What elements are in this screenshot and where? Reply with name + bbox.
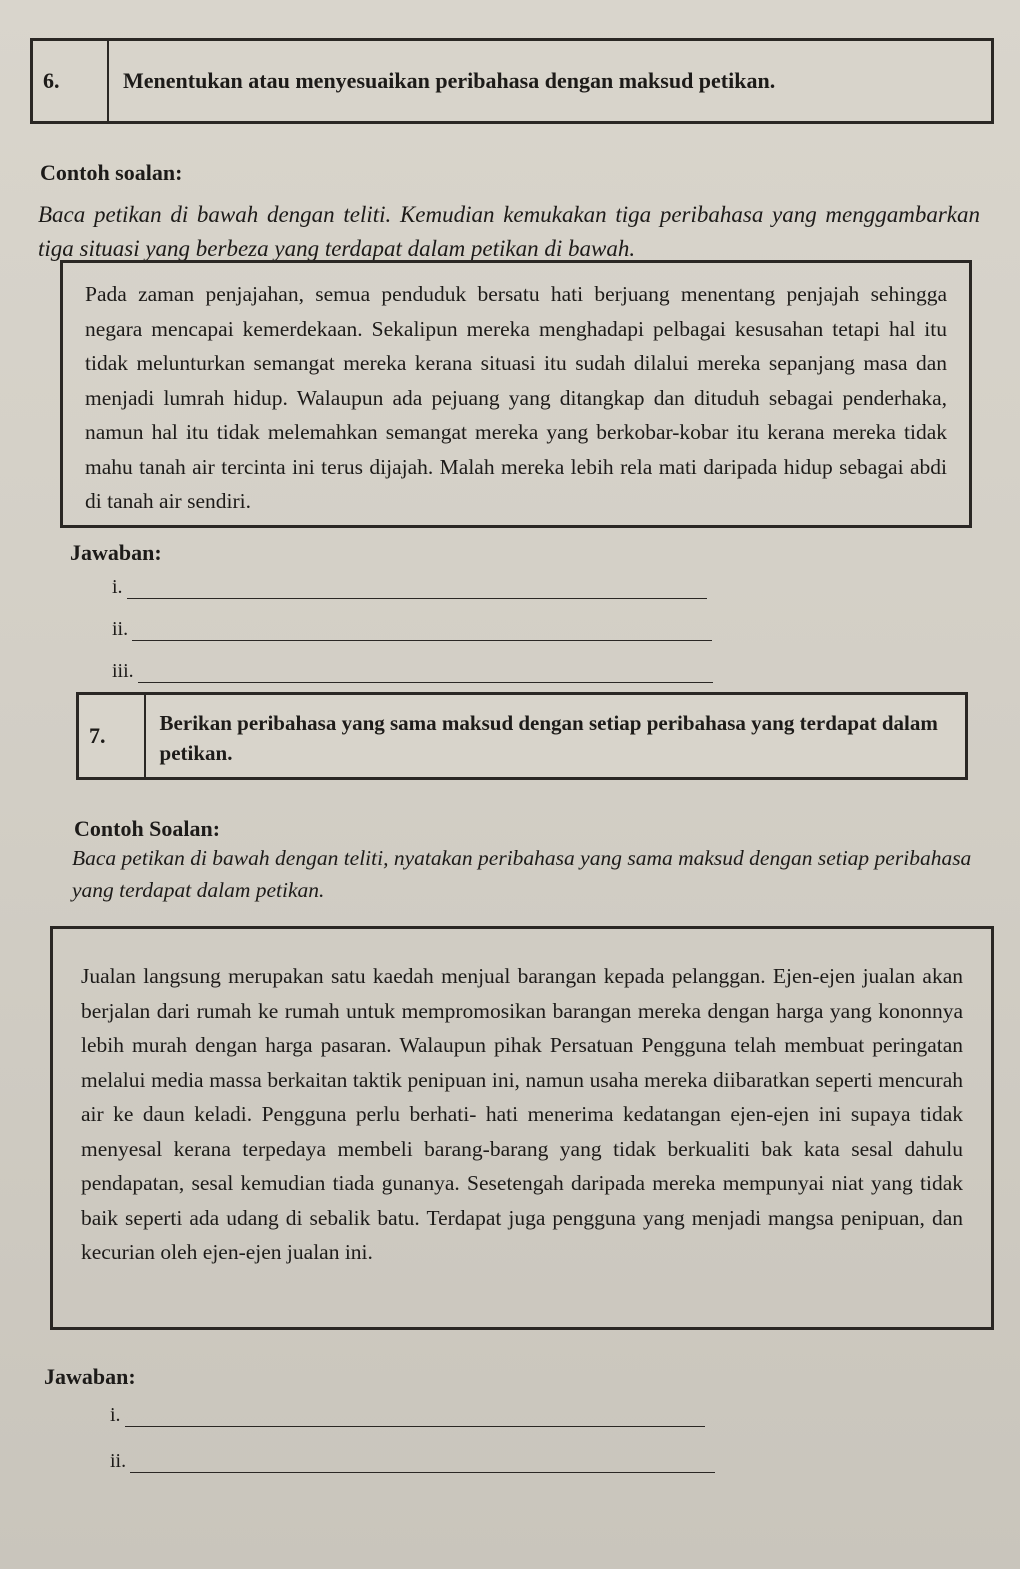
section-7-answer-line-1[interactable]	[110, 1404, 705, 1427]
answer-number: ii.	[110, 1450, 127, 1472]
answer-number: iii.	[112, 660, 134, 682]
section-6-instruction	[38, 170, 980, 266]
section-7-title: Berikan peribahasa yang sama maksud dengan setiap peribahasa yang terdapat dalam petikan.	[159, 711, 938, 765]
section-6-number: 6.	[33, 41, 109, 121]
section-7-example-label: Contoh Soalan:	[74, 816, 221, 841]
section-7-answer-label: Jawaban:	[44, 1364, 136, 1389]
answer-number: i.	[110, 1404, 121, 1426]
answer-number: ii.	[112, 618, 129, 640]
section-6-answer-line-3[interactable]	[112, 660, 713, 683]
section-7-instruction-text: Baca petikan di bawah dengan teliti, nyatakan peribahasa yang sama maksud dengan setiap peribahasa yang terdapat dalam petikan.	[72, 846, 972, 902]
answer-number: i.	[112, 576, 123, 598]
section-6-passage-box	[60, 260, 972, 528]
section-6-example-label: Contoh soalan:	[40, 160, 183, 185]
section-6-passage-text: Pada zaman penjajahan, semua penduduk bersatu hati berjuang menentang penjajah sehingga negara mencapai kemerdekaan. Sekalipun mereka menghadapi pelbagai kesusahan tetapi hal itu tidak melunturkan semangat mereka kerana situasi itu sudah dilalui mereka sepanjang masa dan menjadi lumrah hidup. Walaupun ada pejuang yang ditangkap dan dituduh sebagai penderhaka, namun hal itu tidak melemahkan semangat mereka yang berkobar-kobar itu kerana mereka tidak mahu tanah air tercinta ini terus dijajah. Malah mereka lebih rela mati daripada hidup sebagai abdi di tanah air sendiri.	[85, 282, 947, 513]
section-7-instruction	[72, 842, 972, 906]
section-6-title: Menentukan atau menyesuaikan peribahasa dengan maksud petikan.	[123, 68, 776, 93]
section-6-header	[30, 38, 994, 124]
section-7-passage-box	[50, 926, 994, 1330]
section-6-answer-line-2[interactable]	[112, 618, 712, 641]
section-7-answer-line-2[interactable]	[110, 1450, 715, 1473]
section-7-number: 7.	[79, 695, 146, 777]
section-6-answer-label: Jawaban:	[70, 540, 162, 565]
section-6-instruction-text: Baca petikan di bawah dengan teliti. Kemudian kemukakan tiga peribahasa yang menggambarkan tiga situasi yang berbeza yang terdapat dalam petikan di bawah.	[38, 202, 980, 261]
section-6-answer-line-1[interactable]	[112, 576, 707, 599]
section-7-header	[76, 692, 968, 780]
section-7-passage-text: Jualan langsung merupakan satu kaedah menjual barangan kepada pelanggan. Ejen-ejen jualan akan berjalan dari rumah ke rumah untuk mempromosikan barangan mereka dengan harga yang kononnya lebih murah dengan harga pasaran. Walaupun pihak Persatuan Pengguna telah membuat peringatan melalui media massa berkaitan taktik penipuan ini, namun usaha mereka diibaratkan seperti mencurah air ke daun keladi. Pengguna perlu berhati- hati menerima kedatangan ejen-ejen ini supaya tidak menyesal kerana terpedaya membeli barang-barang yang tidak berkualiti bak kata sesal dahulu pendapatan, sesal kemudian tiada gunanya. Sesetengah daripada mereka mempunyai niat yang tidak baik seperti ada udang di sebalik batu. Terdapat juga pengguna yang menjadi mangsa penipuan, dan kecurian oleh ejen-ejen jualan ini.	[81, 964, 963, 1264]
